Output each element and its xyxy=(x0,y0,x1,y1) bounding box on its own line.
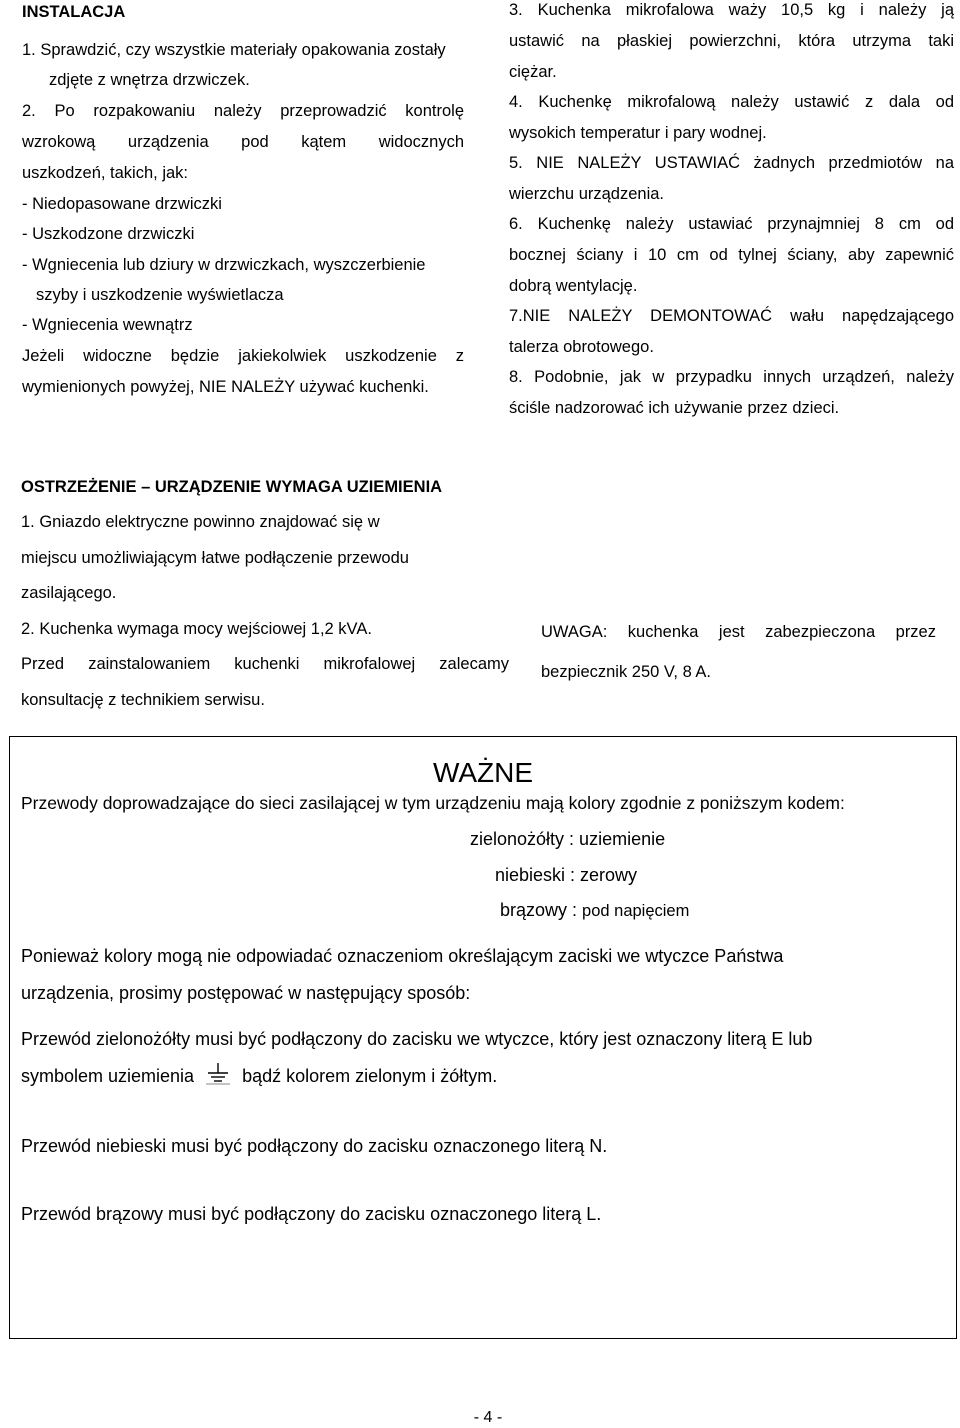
step-3-line-2: ustawić na płaskiej powierzchni, która utrzyma taki xyxy=(509,32,954,50)
step-6-line-3: dobrą wentylację. xyxy=(509,277,638,295)
damage-bullet-1: - Niedopasowane drzwiczki xyxy=(22,195,222,213)
step-6-line-1: 6. Kuchenkę należy ustawiać przynajmniej 8 cm od xyxy=(509,215,954,233)
fuse-note-line-1: UWAGA: kuchenka jest zabezpieczona przez xyxy=(541,623,936,641)
fuse-note-line-2: bezpiecznik 250 V, 8 A. xyxy=(541,663,712,681)
step-3-line-3: ciężar. xyxy=(509,63,557,81)
step-2-line-2: wzrokową urządzenia pod kątem widocznych xyxy=(22,133,464,151)
step-7-line-1: 7.NIE NALEŻY DEMONTOWAĆ wału napędzającego xyxy=(509,307,954,325)
step-7-line-2: talerza obrotowego. xyxy=(509,338,654,356)
service-consult-line-1: Przed zainstalowaniem kuchenki mikrofalowej zalecamy xyxy=(21,655,509,673)
color-mismatch-line-2: urządzenia, prosimy postępować w następujący sposób: xyxy=(21,983,471,1003)
socket-note-line-2: miejscu umożliwiającym łatwe podłączenie przewodu xyxy=(21,549,409,567)
step-1-line-1: 1. Sprawdzić, czy wszystkie materiały opakowania zostały xyxy=(22,41,446,59)
wire-color-intro: Przewody doprowadzające do sieci zasilającej w tym urządzeniu mają kolory zgodnie z poniższym kodem: xyxy=(21,793,845,813)
step-1-line-2: zdjęte z wnętrza drzwiczek. xyxy=(49,71,250,89)
step-5-line-2: wierzchu urządzenia. xyxy=(509,185,664,203)
color-mismatch-line-1: Ponieważ kolory mogą nie odpowiadać oznaczeniom określającym zaciski we wtyczce Państwa xyxy=(21,946,784,966)
step-5-line-1: 5. NIE NALEŻY USTAWIAĆ żadnych przedmiotów na xyxy=(509,154,954,172)
step-4-line-2: wysokich temperatur i pary wodnej. xyxy=(509,124,767,142)
power-requirement: 2. Kuchenka wymaga mocy wejściowej 1,2 kVA. xyxy=(21,620,372,638)
earth-wire-line-1: Przewód zielonożółty musi być podłączony do zacisku we wtyczce, który jest oznaczony literą E lub xyxy=(21,1029,813,1049)
ground-symbol-icon xyxy=(205,1062,231,1086)
important-title: WAŻNE xyxy=(432,757,534,788)
wire-code-live xyxy=(500,899,689,922)
socket-note-line-1: 1. Gniazdo elektryczne powinno znajdować się w xyxy=(21,513,380,531)
step-2-line-3: uszkodzeń, takich, jak: xyxy=(22,164,188,182)
live-wire-note: Przewód brązowy musi być podłączony do zacisku oznaczonego literą L. xyxy=(21,1204,602,1224)
damage-note-line-1: Jeżeli widoczne będzie jakiekolwiek uszkodzenie z xyxy=(22,347,464,365)
step-3-line-1: 3. Kuchenka mikrofalowa waży 10,5 kg i należy ją xyxy=(509,1,954,19)
earth-wire-line-2-start: symbolem uziemienia xyxy=(21,1066,195,1086)
wire-code-earth: zielonożółty : uziemienie xyxy=(470,829,666,849)
service-consult-line-2: konsultację z technikiem serwisu. xyxy=(21,691,265,709)
wire-code-neutral: niebieski : zerowy xyxy=(495,865,638,885)
damage-bullet-3-line-2: szyby i uszkodzenie wyświetlacza xyxy=(36,286,284,304)
neutral-wire-note: Przewód niebieski musi być podłączony do zacisku oznaczonego literą N. xyxy=(21,1136,608,1156)
wire-code-live-meaning: pod napięciem xyxy=(582,902,690,920)
step-6-line-2: bocznej ściany i 10 cm od tylnej ściany, aby zapewnić xyxy=(509,246,954,264)
socket-note-line-3: zasilającego. xyxy=(21,584,117,602)
damage-bullet-3-line-1: - Wgniecenia lub dziury w drzwiczkach, wyszczerbienie xyxy=(22,256,426,274)
step-2-line-1: 2. Po rozpakowaniu należy przeprowadzić kontrolę xyxy=(22,102,464,120)
earth-wire-line-2 xyxy=(21,1062,497,1087)
step-4-line-1: 4. Kuchenkę mikrofalową należy ustawić z dala od xyxy=(509,93,954,111)
damage-bullet-4: - Wgniecenia wewnątrz xyxy=(22,316,193,334)
page-number: - 4 - xyxy=(473,1409,503,1426)
damage-note-line-2: wymienionych powyżej, NIE NALEŻY używać kuchenki. xyxy=(22,378,429,396)
grounding-warning-heading: OSTRZEŻENIE – URZĄDZENIE WYMAGA UZIEMIENIA xyxy=(21,478,443,496)
step-8-line-2: ściśle nadzorować ich używanie przez dzieci. xyxy=(509,399,840,417)
damage-bullet-2: - Uszkodzone drzwiczki xyxy=(22,225,195,243)
installation-heading: INSTALACJA xyxy=(22,3,126,21)
step-8-line-1: 8. Podobnie, jak w przypadku innych urządzeń, należy xyxy=(509,368,954,386)
earth-wire-line-2-end: bądź kolorem zielonym i żółtym. xyxy=(242,1066,498,1086)
wire-code-live-color: brązowy : xyxy=(500,900,583,920)
